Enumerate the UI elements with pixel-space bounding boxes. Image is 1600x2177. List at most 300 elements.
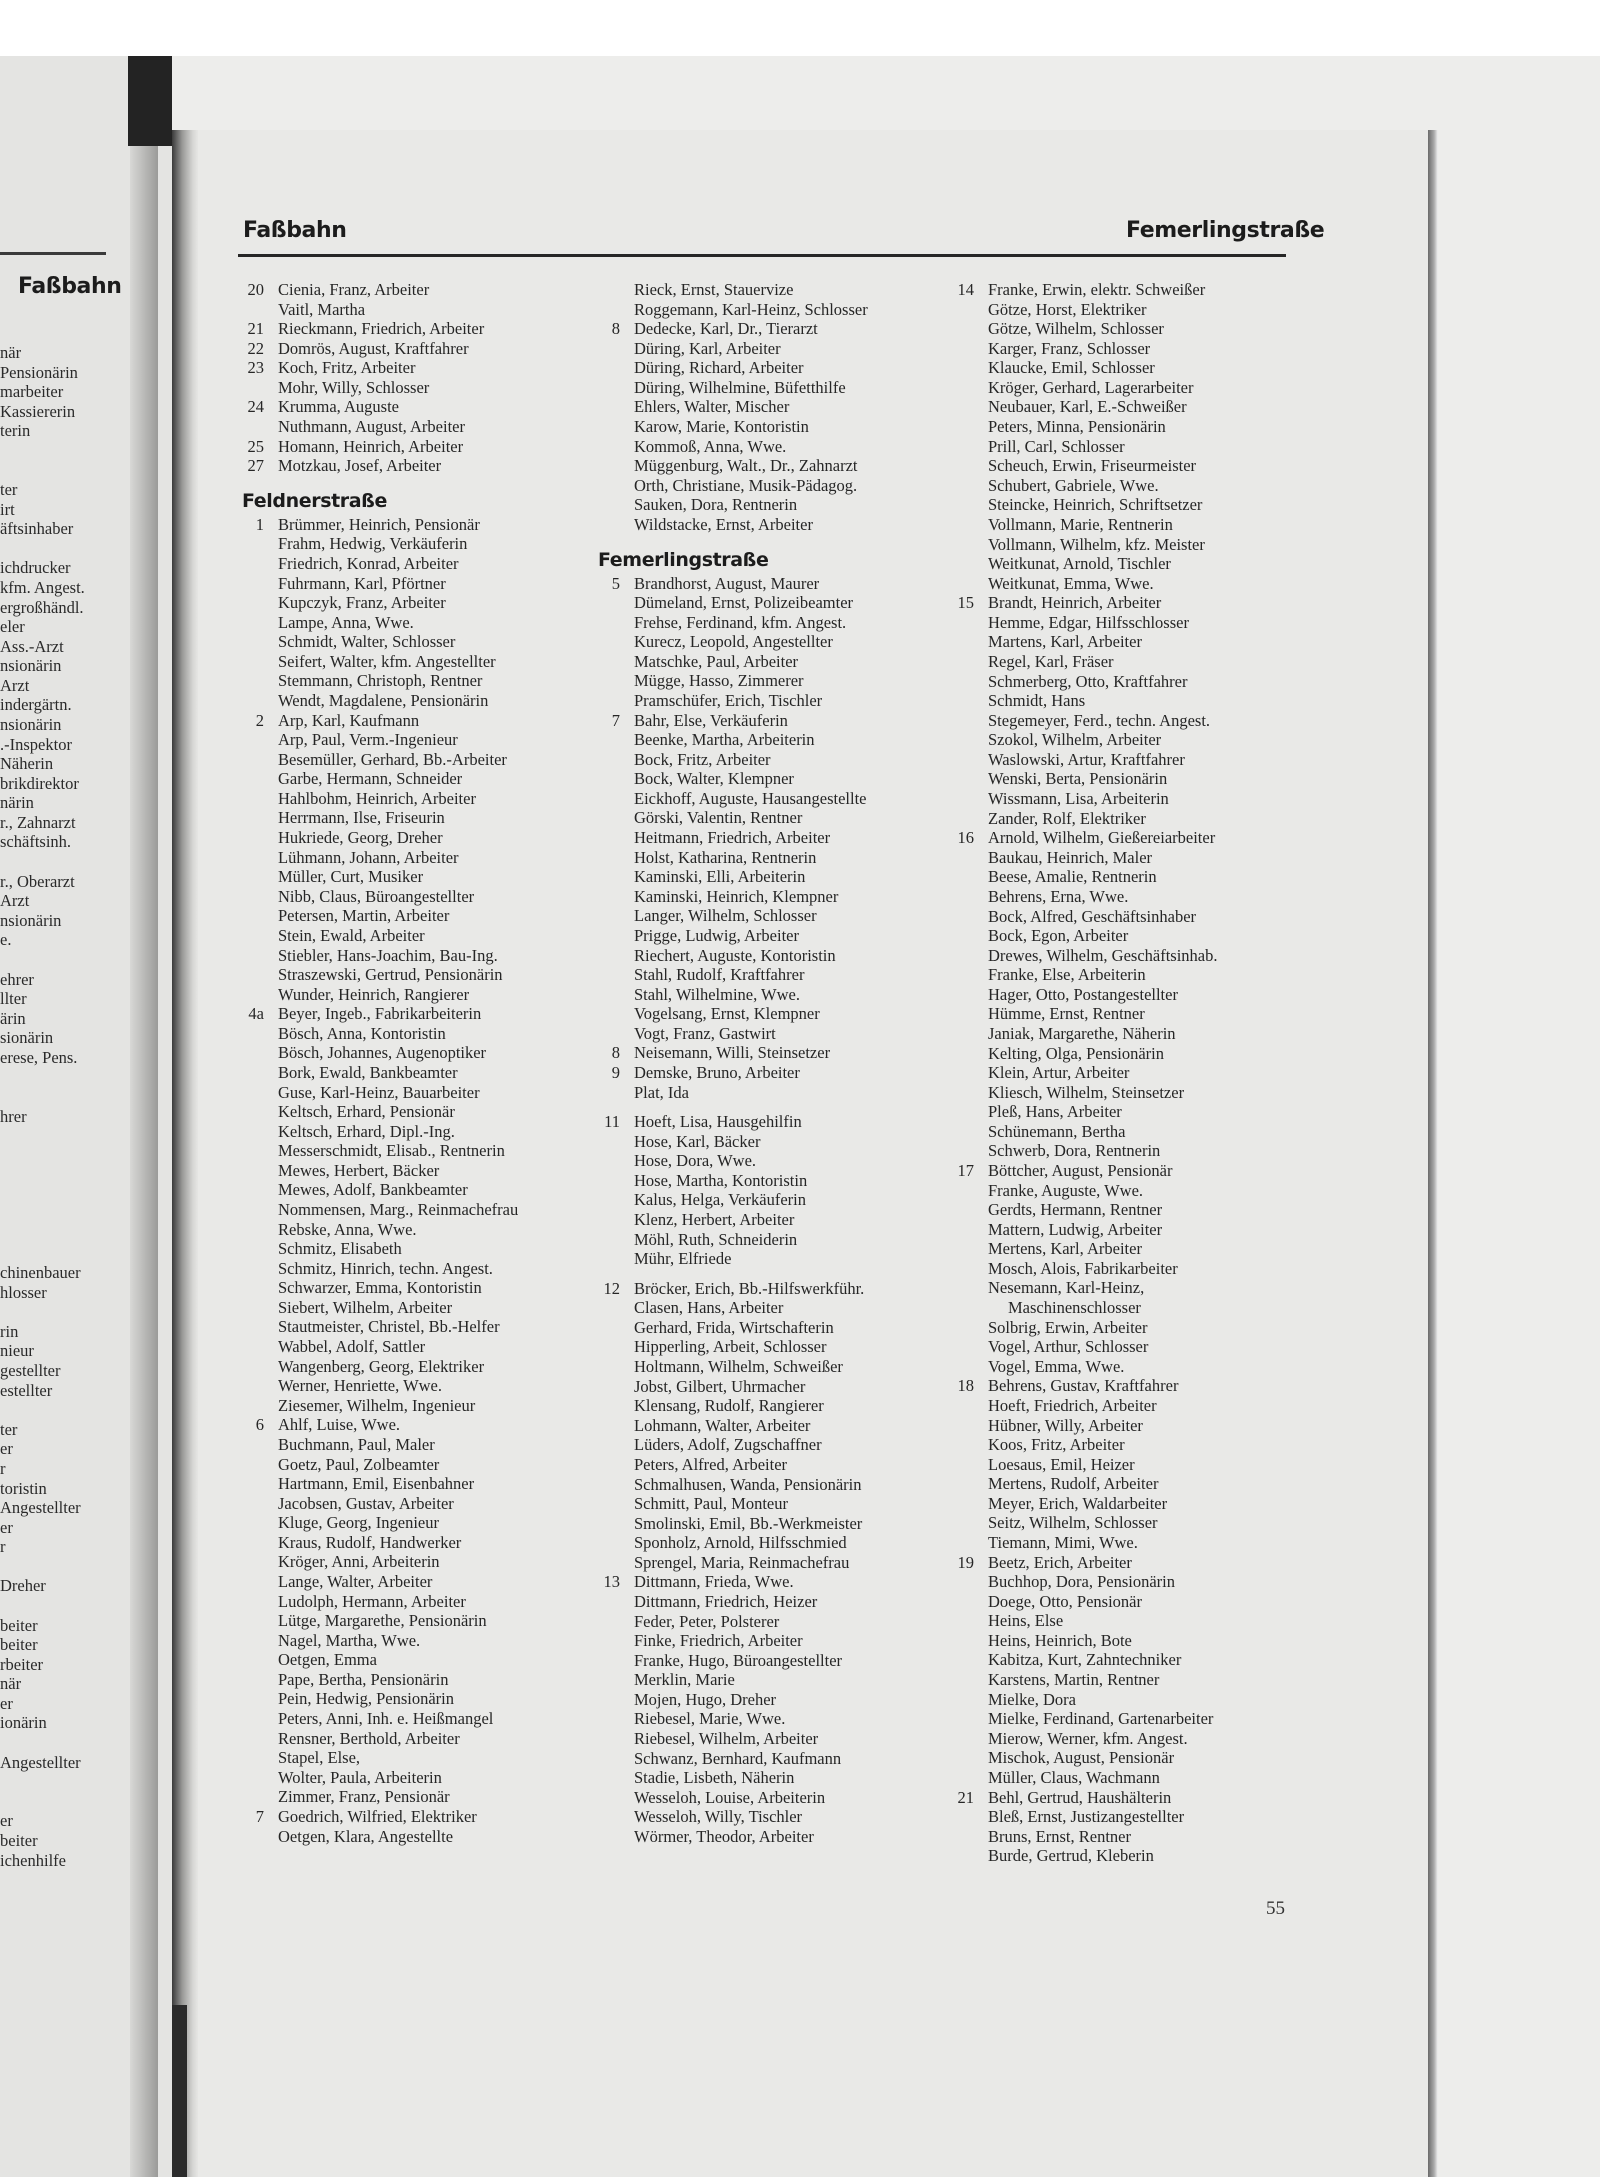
resident-name: Wenski, Berta, Pensionärin [988,769,1168,789]
resident-entry [952,828,1288,848]
left-fragment-line: toristin [0,1478,47,1498]
resident-name: Demske, Bruno, Arbeiter [634,1062,800,1082]
left-fragment-line: indergärtn. [0,695,72,715]
left-page-fragment [0,343,85,1870]
resident-name: Lohmann, Walter, Arbeiter [634,1415,811,1435]
resident-entry [952,1396,1288,1416]
resident-entry [598,946,942,966]
resident-entry [952,613,1288,633]
resident-entry [952,1807,1288,1827]
resident-name: Mewes, Herbert, Bäcker [278,1160,440,1180]
resident-entry [952,1611,1288,1631]
left-fragment-line: ionärin [0,1713,47,1733]
resident-entry [952,985,1288,1005]
resident-name: Mattern, Ludwig, Arbeiter [988,1219,1163,1239]
resident-name: Kliesch, Wilhelm, Steinsetzer [988,1082,1185,1102]
resident-entry [242,1298,582,1318]
resident-name: Waslowski, Artur, Kraftfahrer [988,749,1185,769]
resident-entry [952,1592,1288,1612]
resident-name: Mielke, Ferdinand, Gartenarbeiter [988,1709,1214,1729]
resident-entry [242,1220,582,1240]
resident-name: Prigge, Ludwig, Arbeiter [634,925,799,945]
resident-name: Mertens, Rudolf, Arbeiter [988,1474,1159,1494]
resident-entry [598,339,942,359]
left-fragment-line [0,1400,85,1420]
resident-name: Eickhoff, Auguste, Hausangestellte [634,788,867,808]
resident-entry [242,1435,582,1455]
resident-name: Scheuch, Erwin, Friseurmeister [988,456,1197,476]
left-fragment-line [0,1557,85,1577]
resident-entry [598,1572,942,1592]
resident-name: Kraus, Rudolf, Handwerker [278,1532,462,1552]
resident-name: Heitmann, Friedrich, Arbeiter [634,828,831,848]
resident-entry [242,887,582,907]
resident-name: Görski, Valentin, Rentner [634,808,803,828]
resident-entry [952,1631,1288,1651]
resident-entry [598,1651,942,1671]
group-gap [598,1269,942,1279]
resident-entry [242,1611,582,1631]
resident-name: Schubert, Gabriele, Wwe. [988,475,1159,495]
resident-name: Düring, Richard, Arbeiter [634,358,804,378]
resident-entry [952,280,1288,300]
resident-name: Schmitt, Paul, Monteur [634,1494,788,1514]
resident-name: Homann, Heinrich, Arbeiter [278,436,464,456]
resident-name: Bork, Ewald, Bankbeamter [278,1062,458,1082]
resident-name: Straszewski, Gertrud, Pensionärin [278,965,503,985]
resident-name: Müggenburg, Walt., Dr., Zahnarzt [634,456,858,476]
resident-name: Wabbel, Adolf, Sattler [278,1337,426,1357]
house-number: 8 [611,1043,620,1063]
resident-entry [598,1749,942,1769]
house-number: 13 [603,1572,620,1592]
resident-name: Clasen, Hans, Arbeiter [634,1298,784,1318]
house-number: 20 [247,280,264,299]
resident-entry [952,1161,1288,1181]
resident-entry [952,437,1288,457]
resident-name: Stahl, Wilhelmine, Wwe. [634,984,800,1004]
left-fragment-line [0,852,85,872]
house-number: 4a [248,1004,264,1024]
resident-name: Franke, Auguste, Wwe. [988,1180,1144,1200]
house-number: 2 [255,710,264,730]
resident-entry [242,926,582,946]
page-header-right: Femerlingstraße [1126,218,1325,243]
resident-name: Cienia, Franz, Arbeiter [278,280,430,299]
resident-entry [598,750,942,770]
resident-name: Kröger, Gerhard, Lagerarbeiter [988,377,1194,397]
resident-entry [598,1112,942,1132]
resident-entry [242,1689,582,1709]
spine-shadow [172,130,198,2177]
resident-name: Hose, Dora, Wwe. [634,1151,757,1171]
resident-name: Brümmer, Heinrich, Pensionär [278,514,480,534]
resident-entry [242,652,582,672]
resident-name: Lühmann, Johann, Arbeiter [278,847,459,867]
resident-entry [242,906,582,926]
resident-name: Kommoß, Anna, Wwe. [634,436,787,456]
resident-name: Werner, Henriette, Wwe. [278,1376,443,1396]
resident-entry [242,417,582,437]
directory-column-1 [242,280,582,1846]
directory-column-2 [598,280,942,1847]
resident-entry [242,1259,582,1279]
left-fragment-line [0,441,85,461]
left-fragment-line: ter [0,1419,18,1439]
resident-name: Nommensen, Marg., Reinmachefrau [278,1200,519,1220]
resident-entry [952,1376,1288,1396]
resident-name: Mügge, Hasso, Zimmerer [634,671,804,691]
resident-name: Nuthmann, August, Arbeiter [278,417,465,437]
left-fragment-line: r., Zahnarzt [0,812,76,832]
left-fragment-line: Angestellter [0,1752,81,1772]
resident-entry [952,1102,1288,1122]
resident-entry [952,300,1288,320]
resident-name: Regel, Karl, Fräser [988,651,1114,671]
resident-entry [952,730,1288,750]
resident-entry [242,1180,582,1200]
resident-entry [952,789,1288,809]
resident-name: Dümeland, Ernst, Polizeibeamter [634,593,854,613]
left-fragment-line: ichdrucker [0,558,71,578]
resident-name: Dittmann, Frieda, Wwe. [634,1572,794,1592]
resident-name: Buchhop, Dora, Pensionärin [988,1572,1175,1592]
resident-name: Hoeft, Lisa, Hausgehilfin [634,1112,802,1132]
resident-name: Vogel, Arthur, Schlosser [988,1337,1149,1357]
resident-name: Mosch, Alois, Fabrikarbeiter [988,1258,1178,1278]
resident-entry [242,1631,582,1651]
page-edge-shadow [1428,130,1438,2177]
resident-entry [598,280,942,300]
resident-name: Zander, Rolf, Elektriker [988,808,1146,828]
resident-entry [952,1690,1288,1710]
resident-name: Klenz, Herbert, Arbeiter [634,1210,795,1230]
resident-entry [598,1455,942,1475]
resident-name: Frahm, Hedwig, Verkäuferin [278,534,468,554]
resident-name: Müller, Claus, Wachmann [988,1767,1160,1787]
resident-name: Vollmann, Wilhelm, kfz. Meister [988,534,1205,554]
left-fragment-line [0,1244,85,1264]
resident-name: Peters, Minna, Pensionärin [988,417,1166,437]
resident-entry [242,1024,582,1044]
resident-name: Jobst, Gilbert, Uhrmacher [634,1376,806,1396]
resident-entry [242,671,582,691]
left-fragment-line: Pensionärin [0,362,78,382]
resident-entry [598,437,942,457]
resident-entry [598,1494,942,1514]
resident-name: Vogelsang, Ernst, Klempner [634,1004,820,1024]
left-fragment-line [0,1204,85,1224]
resident-name: Hose, Martha, Kontoristin [634,1170,808,1190]
resident-name: Doege, Otto, Pensionär [988,1591,1142,1611]
resident-entry [242,339,582,359]
resident-name: Heins, Else [988,1611,1064,1631]
left-fragment-line: Dreher [0,1576,46,1596]
resident-name: Schwarzer, Emma, Kontoristin [278,1278,482,1298]
resident-entry [598,1190,942,1210]
resident-name: Wangenberg, Georg, Elektriker [278,1356,485,1376]
resident-entry [242,848,582,868]
resident-name: Lüders, Adolf, Zugschaffner [634,1435,822,1455]
resident-entry [242,1827,582,1847]
resident-entry [242,515,582,535]
house-number: 7 [611,710,620,730]
resident-name: Götze, Wilhelm, Schlosser [988,319,1164,339]
resident-entry [242,1043,582,1063]
resident-name: Bahr, Else, Verkäuferin [634,710,788,730]
resident-name: Steincke, Heinrich, Schriftsetzer [988,495,1203,515]
resident-entry [952,574,1288,594]
resident-entry [242,1317,582,1337]
resident-name: Schmalhusen, Wanda, Pensionärin [634,1474,862,1494]
resident-name: Bock, Alfred, Geschäftsinhaber [988,906,1197,926]
resident-name: Riechert, Auguste, Kontoristin [634,945,836,965]
resident-entry [598,1768,942,1788]
resident-name: Krumma, Auguste [278,397,399,417]
resident-name: Kurecz, Leopold, Angestellter [634,632,833,652]
resident-name: Garbe, Hermann, Schneider [278,769,463,789]
resident-name: Finke, Friedrich, Arbeiter [634,1631,803,1651]
resident-entry [598,1435,942,1455]
resident-entry [598,1631,942,1651]
left-fragment-line: brikdirektor [0,773,79,793]
left-page-header-title: Faßbahn [18,274,122,299]
resident-entry [598,456,942,476]
resident-entry [952,1494,1288,1514]
left-fragment-line [0,460,85,480]
resident-name: Dittmann, Friedrich, Heizer [634,1592,818,1611]
resident-name: Brandhorst, August, Maurer [634,573,820,593]
left-fragment-line: rin [0,1321,19,1341]
house-number: 11 [604,1112,620,1132]
resident-name: Ahlf, Luise, Wwe. [278,1415,401,1435]
left-fragment-line [0,1067,85,1087]
resident-entry [242,1650,582,1670]
left-fragment-line: nieur [0,1341,34,1361]
resident-entry [598,1279,942,1299]
left-fragment-line [0,1596,85,1616]
resident-name: Schmidt, Hans [988,691,1086,711]
house-number: 17 [957,1161,974,1181]
left-fragment-line [0,1185,85,1205]
resident-entry [242,1552,582,1572]
resident-name: Bock, Egon, Arbeiter [988,926,1129,946]
resident-entry [598,730,942,750]
resident-entry [952,1337,1288,1357]
resident-entry [242,985,582,1005]
resident-name: Kalus, Helga, Verkäuferin [634,1190,806,1210]
resident-entry [598,1827,942,1847]
resident-entry [242,397,582,417]
resident-name: Friedrich, Konrad, Arbeiter [278,553,459,573]
resident-name: Loesaus, Emil, Heizer [988,1454,1135,1474]
left-fragment-line: äftsinhaber [0,519,74,539]
resident-name: Schwerb, Dora, Rentnerin [988,1141,1161,1161]
resident-name: Szokol, Wilhelm, Arbeiter [988,730,1162,750]
resident-name: Pape, Bertha, Pensionärin [278,1669,449,1689]
resident-name: Peters, Anni, Inh. e. Heißmangel [278,1709,494,1729]
resident-entry [598,1416,942,1436]
left-fragment-line: rbeiter [0,1654,44,1674]
resident-entry [242,1415,582,1435]
resident-name: Janiak, Margarethe, Näherin [988,1023,1176,1043]
resident-entry [242,1357,582,1377]
resident-name: Meyer, Erich, Waldarbeiter [988,1493,1168,1513]
left-fragment-line: er [0,1517,13,1537]
resident-entry [598,495,942,515]
resident-name: Düring, Wilhelmine, Büfetthilfe [634,377,846,397]
resident-name: Beetz, Erich, Arbeiter [988,1552,1132,1572]
resident-entry [242,1513,582,1533]
resident-entry [242,437,582,457]
resident-entry [598,1553,942,1573]
resident-name: Riebesel, Marie, Wwe. [634,1709,786,1729]
resident-entry [242,789,582,809]
house-number: 21 [247,319,264,339]
house-number: 18 [957,1376,974,1396]
left-fragment-line: Angestellter [0,1498,81,1518]
resident-entry [598,711,942,731]
left-fragment-line [0,1772,85,1792]
resident-entry [952,1729,1288,1749]
resident-entry [598,926,942,946]
resident-entry [242,867,582,887]
left-fragment-line [0,950,85,970]
resident-name: Buchmann, Paul, Maler [278,1434,435,1454]
left-fragment-line: beiter [0,1615,38,1635]
resident-entry [242,1787,582,1807]
left-fragment-line: sionärin [0,1028,54,1048]
left-fragment-line: r., Oberarzt [0,871,75,891]
resident-name: Behrens, Gustav, Kraftfahrer [988,1376,1179,1396]
resident-name: Mischok, August, Pensionär [988,1748,1175,1768]
resident-name: Solbrig, Erwin, Arbeiter [988,1317,1148,1337]
resident-name: Dedecke, Karl, Dr., Tierarzt [634,319,818,339]
resident-entry [242,1337,582,1357]
resident-name: Bösch, Anna, Kontoristin [278,1023,446,1043]
resident-name: Mühr, Elfriede [634,1249,732,1269]
resident-entry [598,1132,942,1152]
resident-entry [952,1748,1288,1768]
resident-name: Smolinski, Emil, Bb.-Werkmeister [634,1513,863,1533]
resident-entry [598,613,942,633]
resident-name: Arnold, Wilhelm, Gießereiarbeiter [988,828,1216,848]
resident-name: Prill, Carl, Schlosser [988,436,1125,456]
resident-name: Wendt, Magdalene, Pensionärin [278,690,489,710]
resident-entry [598,476,942,496]
resident-entry [598,1083,942,1103]
resident-name: Mohr, Willy, Schlosser [278,377,430,397]
resident-name: Koch, Fritz, Arbeiter [278,358,416,378]
left-fragment-line: er [0,1811,13,1831]
resident-name: Wolter, Paula, Arbeiterin [278,1767,442,1787]
house-number: 27 [247,456,264,476]
resident-entry [242,1083,582,1103]
resident-name: Müller, Curt, Musiker [278,867,424,887]
resident-name: Sprengel, Maria, Reinmachefrau [634,1552,850,1572]
resident-entry [242,1161,582,1181]
resident-name: Herrmann, Ilse, Friseurin [278,808,445,828]
resident-name: Mielke, Dora [988,1689,1076,1709]
resident-name: Arp, Paul, Verm.-Ingenieur [278,730,458,750]
resident-entry [952,1435,1288,1455]
resident-name: Fuhrmann, Karl, Pförtner [278,573,446,593]
resident-entry [598,515,942,535]
left-fragment-line: hlosser [0,1282,47,1302]
resident-name: Goedrich, Wilfried, Elektriker [278,1806,477,1826]
resident-name: Riebesel, Wilhelm, Arbeiter [634,1729,819,1749]
house-number: 8 [611,319,620,339]
resident-entry [242,1474,582,1494]
resident-entry [598,1612,942,1632]
resident-name: Hoeft, Friedrich, Arbeiter [988,1395,1157,1415]
house-number: 19 [957,1552,974,1572]
resident-entry [598,1337,942,1357]
left-fragment-line: ehrer [0,969,34,989]
resident-entry [598,1377,942,1397]
left-fragment-line: nsionärin [0,910,62,930]
resident-entry [952,1474,1288,1494]
resident-name: Heins, Heinrich, Bote [988,1630,1132,1650]
resident-entry [952,1141,1288,1161]
resident-entry [952,358,1288,378]
left-fragment-line: hrer [0,1106,27,1126]
left-fragment-line: nsionärin [0,656,62,676]
left-fragment-line: ergroßhändl. [0,597,84,617]
resident-name: Drewes, Wilhelm, Geschäftsinhab. [988,945,1218,965]
resident-name: Bröcker, Erich, Bb.-Hilfswerkführ. [634,1278,865,1298]
resident-name: Wesseloh, Willy, Tischler [634,1807,803,1827]
house-number: 16 [957,828,974,848]
left-fragment-line: ter [0,480,18,500]
resident-name: Weitkunat, Emma, Wwe. [988,573,1154,593]
left-fragment-line [0,1165,85,1185]
resident-name: Besemüller, Gerhard, Bb.-Arbeiter [278,749,507,769]
resident-entry [242,593,582,613]
resident-entry [598,593,942,613]
resident-name: Wildstacke, Ernst, Arbeiter [634,514,813,534]
left-fragment-line: chinenbauer [0,1263,81,1283]
resident-entry [242,554,582,574]
resident-entry [242,1592,582,1612]
resident-name: Goetz, Paul, Zolbeamter [278,1454,440,1474]
resident-name: Franke, Hugo, Büroangestellter [634,1650,843,1670]
resident-name: Neisemann, Willi, Steinsetzer [634,1043,831,1063]
page-header-left: Faßbahn [243,218,347,243]
resident-entry [242,1004,582,1024]
left-fragment-line: r [0,1458,6,1478]
left-fragment-line: beiter [0,1830,38,1850]
resident-entry [952,691,1288,711]
resident-entry [242,1494,582,1514]
resident-name: Hukriede, Georg, Dreher [278,828,443,848]
resident-entry [952,1846,1288,1866]
resident-entry [242,319,582,339]
resident-entry [952,907,1288,927]
resident-entry [952,1553,1288,1573]
resident-name: Lütge, Margarethe, Pensionärin [278,1611,487,1631]
resident-entry [242,632,582,652]
resident-entry [242,534,582,554]
resident-entry [598,906,942,926]
resident-name: Klensang, Rudolf, Rangierer [634,1396,824,1416]
left-fragment-line: Arzt [0,891,30,911]
left-fragment-line: r [0,1537,6,1557]
resident-name: Kaminski, Heinrich, Klempner [634,886,839,906]
resident-name: Möhl, Ruth, Schneiderin [634,1229,798,1249]
resident-name: Matschke, Paul, Arbeiter [634,651,799,671]
resident-entry [598,1004,942,1024]
